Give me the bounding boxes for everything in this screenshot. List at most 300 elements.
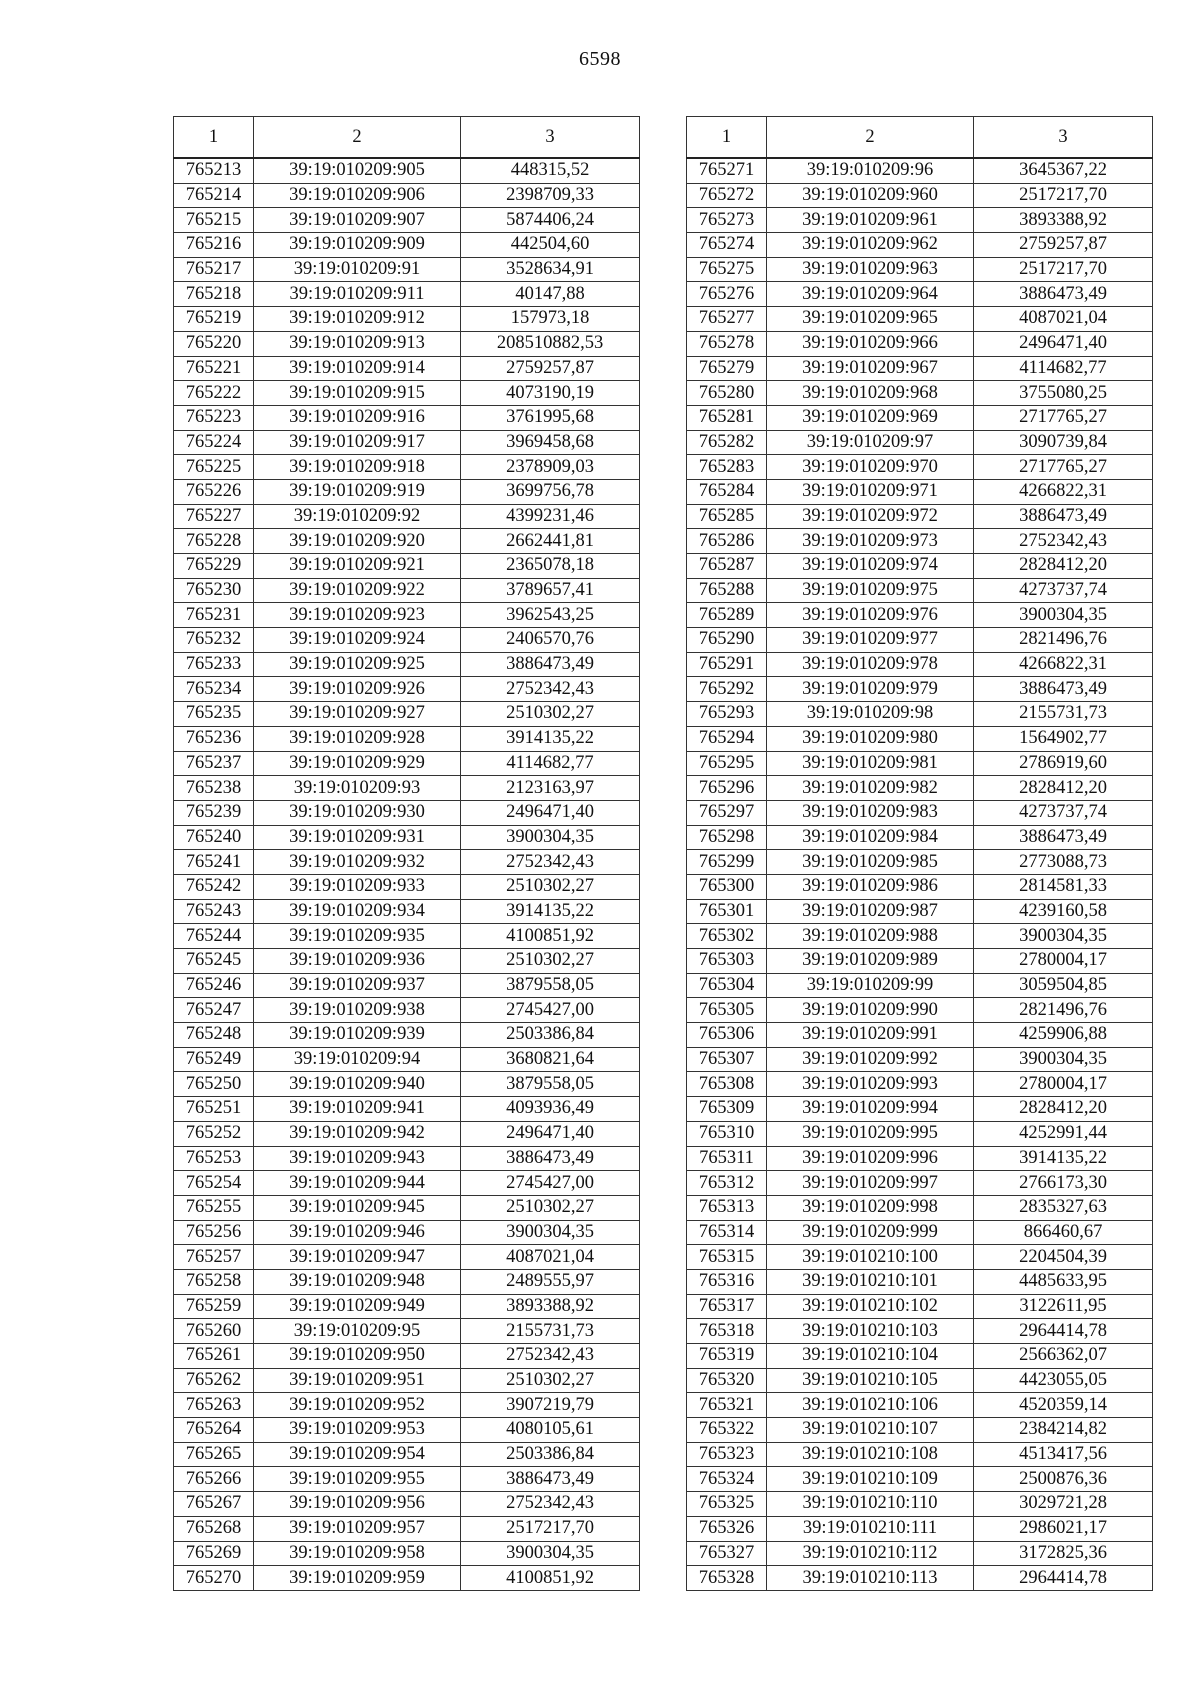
value-cell: 2986021,17: [974, 1516, 1153, 1541]
value-cell: 3893388,92: [461, 1294, 640, 1319]
value-cell: 208510882,53: [461, 331, 640, 356]
value-cell: 2510302,27: [461, 702, 640, 727]
table-row: [174, 1467, 640, 1492]
table-row: [174, 1516, 640, 1541]
column-header-1: 1: [687, 117, 767, 159]
cadastral-number-cell: 39:19:010209:912: [254, 307, 461, 332]
value-cell: 3907219,79: [461, 1393, 640, 1418]
row-number-cell: 765293: [687, 702, 767, 727]
table-row: [687, 899, 1153, 924]
row-number-cell: 765254: [174, 1171, 254, 1196]
table-row: [174, 1319, 640, 1344]
cadastral-number-cell: 39:19:010210:104: [767, 1344, 974, 1369]
cadastral-number-cell: 39:19:010209:995: [767, 1121, 974, 1146]
value-cell: 4513417,56: [974, 1442, 1153, 1467]
table-row: [687, 578, 1153, 603]
cadastral-number-cell: 39:19:010209:967: [767, 356, 974, 381]
row-number-cell: 765289: [687, 603, 767, 628]
row-number-cell: 765325: [687, 1492, 767, 1517]
table-body-left: [174, 158, 640, 1590]
value-cell: 3886473,49: [974, 282, 1153, 307]
cadastral-number-cell: 39:19:010210:108: [767, 1442, 974, 1467]
value-cell: 3914135,22: [461, 726, 640, 751]
table-row: [687, 1171, 1153, 1196]
cadastral-number-cell: 39:19:010209:906: [254, 183, 461, 208]
value-cell: 157973,18: [461, 307, 640, 332]
value-cell: 2752342,43: [461, 1344, 640, 1369]
value-cell: 4266822,31: [974, 652, 1153, 677]
table-row: [174, 158, 640, 183]
value-cell: 4266822,31: [974, 479, 1153, 504]
table-row: [174, 529, 640, 554]
cadastral-number-cell: 39:19:010209:977: [767, 628, 974, 653]
row-number-cell: 765253: [174, 1146, 254, 1171]
cadastral-number-cell: 39:19:010209:984: [767, 825, 974, 850]
cadastral-number-cell: 39:19:010209:936: [254, 949, 461, 974]
column-header-1: 1: [174, 117, 254, 159]
table-header-row: [174, 117, 640, 159]
table-row: [687, 751, 1153, 776]
table-row: [174, 628, 640, 653]
row-number-cell: 765312: [687, 1171, 767, 1196]
value-cell: 2835327,63: [974, 1195, 1153, 1220]
row-number-cell: 765225: [174, 455, 254, 480]
row-number-cell: 765302: [687, 924, 767, 949]
value-cell: 3122611,95: [974, 1294, 1153, 1319]
value-cell: 2378909,03: [461, 455, 640, 480]
cadastral-number-cell: 39:19:010209:944: [254, 1171, 461, 1196]
cadastral-number-cell: 39:19:010209:970: [767, 455, 974, 480]
row-number-cell: 765299: [687, 850, 767, 875]
row-number-cell: 765273: [687, 208, 767, 233]
row-number-cell: 765263: [174, 1393, 254, 1418]
table-row: [174, 233, 640, 258]
cadastral-number-cell: 39:19:010209:942: [254, 1121, 461, 1146]
row-number-cell: 765223: [174, 405, 254, 430]
row-number-cell: 765268: [174, 1516, 254, 1541]
row-number-cell: 765252: [174, 1121, 254, 1146]
row-number-cell: 765249: [174, 1047, 254, 1072]
table-row: [174, 1097, 640, 1122]
value-cell: 2745427,00: [461, 1171, 640, 1196]
row-number-cell: 765261: [174, 1344, 254, 1369]
value-cell: 2517217,70: [974, 183, 1153, 208]
value-cell: 2717765,27: [974, 455, 1153, 480]
value-cell: 4080105,61: [461, 1418, 640, 1443]
table-row: [687, 307, 1153, 332]
value-cell: 3059504,85: [974, 973, 1153, 998]
value-cell: 2155731,73: [461, 1319, 640, 1344]
cadastral-number-cell: 39:19:010209:914: [254, 356, 461, 381]
table-row: [174, 578, 640, 603]
cadastral-number-cell: 39:19:010209:998: [767, 1195, 974, 1220]
cadastral-number-cell: 39:19:010209:960: [767, 183, 974, 208]
row-number-cell: 765283: [687, 455, 767, 480]
table-row: [687, 1195, 1153, 1220]
row-number-cell: 765246: [174, 973, 254, 998]
value-cell: 2964414,78: [974, 1319, 1153, 1344]
row-number-cell: 765328: [687, 1566, 767, 1591]
cadastral-number-cell: 39:19:010209:928: [254, 726, 461, 751]
row-number-cell: 765240: [174, 825, 254, 850]
row-number-cell: 765232: [174, 628, 254, 653]
cadastral-number-cell: 39:19:010209:947: [254, 1245, 461, 1270]
value-cell: 3680821,64: [461, 1047, 640, 1072]
row-number-cell: 765290: [687, 628, 767, 653]
table-row: [174, 1146, 640, 1171]
table-row: [687, 554, 1153, 579]
cadastral-number-cell: 39:19:010209:927: [254, 702, 461, 727]
row-number-cell: 765303: [687, 949, 767, 974]
value-cell: 2406570,76: [461, 628, 640, 653]
value-cell: 3900304,35: [974, 603, 1153, 628]
value-cell: 2752342,43: [974, 529, 1153, 554]
cadastral-number-cell: 39:19:010209:941: [254, 1097, 461, 1122]
row-number-cell: 765276: [687, 282, 767, 307]
table-row: [687, 1072, 1153, 1097]
row-number-cell: 765269: [174, 1541, 254, 1566]
column-header-3: 3: [461, 117, 640, 159]
cadastral-number-cell: 39:19:010209:951: [254, 1368, 461, 1393]
row-number-cell: 765234: [174, 677, 254, 702]
value-cell: 2496471,40: [461, 800, 640, 825]
table-row: [174, 1344, 640, 1369]
value-cell: 4273737,74: [974, 800, 1153, 825]
row-number-cell: 765306: [687, 1023, 767, 1048]
value-cell: 3528634,91: [461, 257, 640, 282]
value-cell: 2814581,33: [974, 874, 1153, 899]
value-cell: 442504,60: [461, 233, 640, 258]
cadastral-number-cell: 39:19:010210:111: [767, 1516, 974, 1541]
cadastral-number-cell: 39:19:010209:94: [254, 1047, 461, 1072]
cadastral-number-cell: 39:19:010209:958: [254, 1541, 461, 1566]
cadastral-number-cell: 39:19:010209:989: [767, 949, 974, 974]
cadastral-number-cell: 39:19:010209:950: [254, 1344, 461, 1369]
cadastral-number-cell: 39:19:010209:988: [767, 924, 974, 949]
row-number-cell: 765313: [687, 1195, 767, 1220]
cadastral-number-cell: 39:19:010209:907: [254, 208, 461, 233]
value-cell: 2821496,76: [974, 998, 1153, 1023]
table-row: [174, 874, 640, 899]
cadastral-number-cell: 39:19:010209:992: [767, 1047, 974, 1072]
table-row: [687, 1393, 1153, 1418]
row-number-cell: 765248: [174, 1023, 254, 1048]
table-row: [687, 973, 1153, 998]
value-cell: 1564902,77: [974, 726, 1153, 751]
cadastral-number-cell: 39:19:010209:979: [767, 677, 974, 702]
cadastral-number-cell: 39:19:010209:974: [767, 554, 974, 579]
cadastral-number-cell: 39:19:010209:952: [254, 1393, 461, 1418]
cadastral-number-cell: 39:19:010209:955: [254, 1467, 461, 1492]
row-number-cell: 765233: [174, 652, 254, 677]
table-row: [687, 1566, 1153, 1591]
cadastral-number-cell: 39:19:010209:98: [767, 702, 974, 727]
value-cell: 2123163,97: [461, 776, 640, 801]
value-cell: 3789657,41: [461, 578, 640, 603]
row-number-cell: 765266: [174, 1467, 254, 1492]
value-cell: 4423055,05: [974, 1368, 1153, 1393]
value-cell: 2752342,43: [461, 677, 640, 702]
table-row: [687, 1245, 1153, 1270]
table-row: [687, 1467, 1153, 1492]
table-row: [687, 233, 1153, 258]
table-row: [174, 1023, 640, 1048]
row-number-cell: 765292: [687, 677, 767, 702]
value-cell: 2752342,43: [461, 850, 640, 875]
row-number-cell: 765307: [687, 1047, 767, 1072]
row-number-cell: 765314: [687, 1220, 767, 1245]
table-row: [174, 924, 640, 949]
row-number-cell: 765326: [687, 1516, 767, 1541]
row-number-cell: 765291: [687, 652, 767, 677]
cadastral-number-cell: 39:19:010209:934: [254, 899, 461, 924]
table-row: [687, 652, 1153, 677]
cadastral-number-cell: 39:19:010209:95: [254, 1319, 461, 1344]
value-cell: 2759257,87: [461, 356, 640, 381]
row-number-cell: 765272: [687, 183, 767, 208]
value-cell: 3029721,28: [974, 1492, 1153, 1517]
column-header-2: 2: [767, 117, 974, 159]
cadastral-number-cell: 39:19:010209:913: [254, 331, 461, 356]
row-number-cell: 765316: [687, 1269, 767, 1294]
cadastral-number-cell: 39:19:010209:963: [767, 257, 974, 282]
table-row: [687, 183, 1153, 208]
table-row: [687, 1121, 1153, 1146]
row-number-cell: 765229: [174, 554, 254, 579]
value-cell: 3893388,92: [974, 208, 1153, 233]
value-cell: 448315,52: [461, 158, 640, 183]
table-row: [687, 1023, 1153, 1048]
table-row: [687, 430, 1153, 455]
table-row: [174, 1121, 640, 1146]
cadastral-number-cell: 39:19:010209:986: [767, 874, 974, 899]
value-cell: 2745427,00: [461, 998, 640, 1023]
cadastral-number-cell: 39:19:010209:971: [767, 479, 974, 504]
cadastral-number-cell: 39:19:010209:917: [254, 430, 461, 455]
row-number-cell: 765265: [174, 1442, 254, 1467]
value-cell: 4087021,04: [974, 307, 1153, 332]
value-cell: 3900304,35: [461, 1541, 640, 1566]
column-header-2: 2: [254, 117, 461, 159]
value-cell: 2517217,70: [974, 257, 1153, 282]
value-cell: 3886473,49: [461, 1467, 640, 1492]
table-row: [174, 356, 640, 381]
table-row: [687, 1269, 1153, 1294]
value-cell: 2155731,73: [974, 702, 1153, 727]
row-number-cell: 765315: [687, 1245, 767, 1270]
cadastral-number-cell: 39:19:010209:938: [254, 998, 461, 1023]
value-cell: 2828412,20: [974, 776, 1153, 801]
row-number-cell: 765239: [174, 800, 254, 825]
row-number-cell: 765217: [174, 257, 254, 282]
cadastral-number-cell: 39:19:010209:926: [254, 677, 461, 702]
value-cell: 3914135,22: [974, 1146, 1153, 1171]
row-number-cell: 765284: [687, 479, 767, 504]
table-row: [174, 381, 640, 406]
row-number-cell: 765243: [174, 899, 254, 924]
row-number-cell: 765222: [174, 381, 254, 406]
row-number-cell: 765264: [174, 1418, 254, 1443]
table-row: [174, 479, 640, 504]
table-row: [174, 331, 640, 356]
row-number-cell: 765279: [687, 356, 767, 381]
table-row: [687, 331, 1153, 356]
cadastral-number-cell: 39:19:010209:993: [767, 1072, 974, 1097]
cadastral-number-cell: 39:19:010209:930: [254, 800, 461, 825]
table-row: [687, 1492, 1153, 1517]
value-cell: 2496471,40: [461, 1121, 640, 1146]
value-cell: 3886473,49: [461, 1146, 640, 1171]
value-cell: 3761995,68: [461, 405, 640, 430]
cadastral-number-cell: 39:19:010209:968: [767, 381, 974, 406]
table-row: [687, 1442, 1153, 1467]
cadastral-number-cell: 39:19:010209:905: [254, 158, 461, 183]
cadastral-number-cell: 39:19:010210:112: [767, 1541, 974, 1566]
table-row: [174, 1195, 640, 1220]
value-cell: 4100851,92: [461, 924, 640, 949]
row-number-cell: 765311: [687, 1146, 767, 1171]
cadastral-number-cell: 39:19:010209:956: [254, 1492, 461, 1517]
value-cell: 2503386,84: [461, 1442, 640, 1467]
cadastral-number-cell: 39:19:010209:922: [254, 578, 461, 603]
table-row: [687, 1294, 1153, 1319]
row-number-cell: 765296: [687, 776, 767, 801]
cadastral-number-cell: 39:19:010209:976: [767, 603, 974, 628]
cadastral-number-cell: 39:19:010209:920: [254, 529, 461, 554]
row-number-cell: 765281: [687, 405, 767, 430]
cadastral-number-cell: 39:19:010209:921: [254, 554, 461, 579]
cadastral-number-cell: 39:19:010210:109: [767, 1467, 974, 1492]
row-number-cell: 765288: [687, 578, 767, 603]
row-number-cell: 765213: [174, 158, 254, 183]
table-row: [687, 1097, 1153, 1122]
row-number-cell: 765286: [687, 529, 767, 554]
row-number-cell: 765274: [687, 233, 767, 258]
value-cell: 2773088,73: [974, 850, 1153, 875]
value-cell: 4520359,14: [974, 1393, 1153, 1418]
table-row: [687, 628, 1153, 653]
cadastral-number-cell: 39:19:010209:919: [254, 479, 461, 504]
value-cell: 4259906,88: [974, 1023, 1153, 1048]
table-row: [687, 677, 1153, 702]
row-number-cell: 765244: [174, 924, 254, 949]
row-number-cell: 765224: [174, 430, 254, 455]
row-number-cell: 765318: [687, 1319, 767, 1344]
table-row: [687, 924, 1153, 949]
value-cell: 4273737,74: [974, 578, 1153, 603]
table-row: [174, 949, 640, 974]
table-row: [687, 1319, 1153, 1344]
value-cell: 2204504,39: [974, 1245, 1153, 1270]
data-table-left: [173, 116, 640, 1591]
row-number-cell: 765305: [687, 998, 767, 1023]
cadastral-number-cell: 39:19:010209:935: [254, 924, 461, 949]
cadastral-number-cell: 39:19:010209:969: [767, 405, 974, 430]
cadastral-number-cell: 39:19:010209:966: [767, 331, 974, 356]
cadastral-number-cell: 39:19:010209:97: [767, 430, 974, 455]
row-number-cell: 765282: [687, 430, 767, 455]
row-number-cell: 765317: [687, 1294, 767, 1319]
table-row: [174, 183, 640, 208]
row-number-cell: 765294: [687, 726, 767, 751]
cadastral-number-cell: 39:19:010209:987: [767, 899, 974, 924]
row-number-cell: 765260: [174, 1319, 254, 1344]
row-number-cell: 765321: [687, 1393, 767, 1418]
table-row: [687, 504, 1153, 529]
table-row: [687, 282, 1153, 307]
value-cell: 4114682,77: [461, 751, 640, 776]
value-cell: 2398709,33: [461, 183, 640, 208]
cadastral-number-cell: 39:19:010209:91: [254, 257, 461, 282]
row-number-cell: 765275: [687, 257, 767, 282]
row-number-cell: 765228: [174, 529, 254, 554]
table-body-right: [687, 158, 1153, 1590]
cadastral-number-cell: 39:19:010210:106: [767, 1393, 974, 1418]
table-row: [174, 1171, 640, 1196]
cadastral-number-cell: 39:19:010209:991: [767, 1023, 974, 1048]
cadastral-number-cell: 39:19:010210:113: [767, 1566, 974, 1591]
value-cell: 3755080,25: [974, 381, 1153, 406]
cadastral-number-cell: 39:19:010209:929: [254, 751, 461, 776]
value-cell: 4087021,04: [461, 1245, 640, 1270]
cadastral-number-cell: 39:19:010209:948: [254, 1269, 461, 1294]
cadastral-number-cell: 39:19:010209:957: [254, 1516, 461, 1541]
cadastral-number-cell: 39:19:010209:990: [767, 998, 974, 1023]
cadastral-number-cell: 39:19:010209:972: [767, 504, 974, 529]
table-row: [687, 405, 1153, 430]
table-row: [174, 430, 640, 455]
table-row: [174, 1442, 640, 1467]
cadastral-number-cell: 39:19:010209:962: [767, 233, 974, 258]
row-number-cell: 765324: [687, 1467, 767, 1492]
cadastral-number-cell: 39:19:010209:996: [767, 1146, 974, 1171]
table-row: [687, 529, 1153, 554]
table-row: [687, 158, 1153, 183]
row-number-cell: 765230: [174, 578, 254, 603]
value-cell: 2489555,97: [461, 1269, 640, 1294]
table-row: [687, 702, 1153, 727]
row-number-cell: 765256: [174, 1220, 254, 1245]
table-row: [174, 998, 640, 1023]
row-number-cell: 765257: [174, 1245, 254, 1270]
value-cell: 2566362,07: [974, 1344, 1153, 1369]
cadastral-number-cell: 39:19:010209:916: [254, 405, 461, 430]
row-number-cell: 765297: [687, 800, 767, 825]
row-number-cell: 765237: [174, 751, 254, 776]
row-number-cell: 765238: [174, 776, 254, 801]
cadastral-number-cell: 39:19:010209:96: [767, 158, 974, 183]
table-row: [174, 282, 640, 307]
table-row: [687, 800, 1153, 825]
value-cell: 3172825,36: [974, 1541, 1153, 1566]
table-row: [174, 1220, 640, 1245]
value-cell: 40147,88: [461, 282, 640, 307]
value-cell: 2964414,78: [974, 1566, 1153, 1591]
value-cell: 2510302,27: [461, 874, 640, 899]
cadastral-number-cell: 39:19:010209:965: [767, 307, 974, 332]
table-row: [687, 726, 1153, 751]
row-number-cell: 765258: [174, 1269, 254, 1294]
value-cell: 4399231,46: [461, 504, 640, 529]
value-cell: 4073190,19: [461, 381, 640, 406]
table-row: [687, 257, 1153, 282]
row-number-cell: 765255: [174, 1195, 254, 1220]
column-header-3: 3: [974, 117, 1153, 159]
cadastral-number-cell: 39:19:010209:983: [767, 800, 974, 825]
table-row: [687, 1541, 1153, 1566]
table-row: [174, 1294, 640, 1319]
value-cell: 3879558,05: [461, 973, 640, 998]
